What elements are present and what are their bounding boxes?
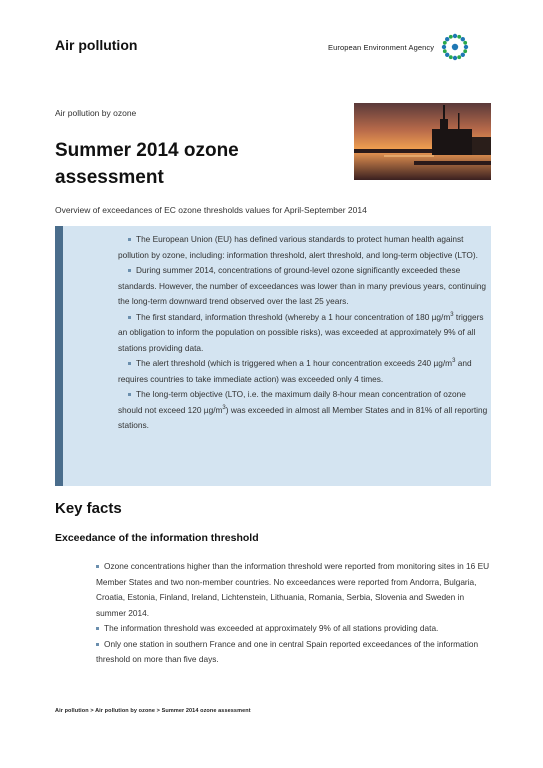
header-title: Air pollution bbox=[55, 37, 138, 53]
footer-breadcrumb bbox=[55, 708, 251, 714]
fact-text: Only one station in southern France and one in central Spain reported exceedances of the information threshold on more than five days. bbox=[96, 638, 479, 664]
summary-text: triggers an obligation to inform the population on possible risks), was exceeded at approximately 9% of all stations providing data. bbox=[118, 311, 484, 353]
bullet-icon bbox=[128, 393, 131, 396]
summary-text: The alert threshold (which is triggered when a 1 hour concentration exceeds 240 µg/m bbox=[136, 358, 453, 368]
breadcrumb-item[interactable]: Summer 2014 ozone assessment bbox=[161, 708, 251, 714]
summary-item bbox=[118, 387, 490, 434]
breadcrumb-item[interactable]: Air pollution by ozone bbox=[95, 708, 156, 714]
summary-text: ) was exceeded in almost all Member States and in 81% of all reporting stations. bbox=[118, 404, 488, 430]
fact-text: Ozone concentrations higher than the information threshold were reported from monitoring sites in 16 EU Member States and two non-member countries. No exceedances were reported from Andorra, Bulgaria, Croatia, Estonia, Finland, Ireland, Lichtenstein, Lithuania, Romania, Serbia, Slovenia and Sweden in summer 2014. bbox=[96, 561, 490, 618]
summary-item bbox=[118, 310, 490, 357]
summary-list bbox=[118, 232, 490, 434]
summary-item bbox=[118, 263, 490, 310]
eea-sun-logo-icon bbox=[440, 32, 470, 62]
section-heading: Exceedance of the information threshold bbox=[55, 532, 259, 544]
bullet-icon bbox=[96, 627, 99, 630]
summary-text: During summer 2014, concentrations of ground-level ozone significantly exceeded these standards. However, the number of exceedances was lower than in many previous years, continuing the long-term downward trend observed over the last 25 years. bbox=[118, 265, 487, 306]
sunset-harbour-photo bbox=[354, 103, 491, 180]
superscript: 3 bbox=[452, 358, 456, 365]
summary-box bbox=[55, 226, 491, 486]
summary-item bbox=[118, 232, 490, 263]
bullet-icon bbox=[128, 316, 131, 319]
superscript: 3 bbox=[450, 311, 454, 318]
summary-text: and requires countries to take immediate action) was exceeded only 4 times. bbox=[118, 358, 472, 384]
bullet-icon bbox=[96, 565, 99, 568]
bullet-icon bbox=[128, 238, 131, 241]
breadcrumb-separator: > bbox=[156, 708, 160, 714]
fact-item bbox=[96, 621, 491, 637]
key-facts-heading: Key facts bbox=[55, 500, 122, 517]
eea-logo[interactable] bbox=[328, 32, 470, 62]
fact-item bbox=[96, 559, 491, 621]
breadcrumb-item[interactable]: Air pollution bbox=[55, 708, 89, 714]
bullet-icon bbox=[128, 269, 131, 272]
fact-item bbox=[96, 637, 491, 668]
bullet-icon bbox=[128, 362, 131, 365]
summary-text: The European Union (EU) has defined various standards to protect human health against pollution by ozone, including: information threshold, alert threshold, and long-term objective (LTO). bbox=[118, 234, 478, 260]
summary-text: The long-term objective (LTO, i.e. the maximum daily 8-hour mean concentration of ozone should not exceed 120 µg/m bbox=[118, 389, 466, 415]
summary-item bbox=[118, 356, 490, 387]
superscript: 3 bbox=[222, 404, 226, 411]
fact-text: The information threshold was exceeded at approximately 9% of all stations providing data. bbox=[104, 623, 439, 633]
category-label: Air pollution by ozone bbox=[55, 108, 137, 118]
summary-text: The first standard, information threshold (whereby a 1 hour concentration of 180 µg/m bbox=[136, 311, 451, 322]
page-subtitle: Overview of exceedances of EC ozone thresholds values for April-September 2014 bbox=[55, 205, 367, 215]
agency-name: European Environment Agency bbox=[328, 42, 435, 52]
breadcrumb-separator: > bbox=[90, 708, 94, 714]
key-facts-list bbox=[96, 559, 491, 668]
page-title: Summer 2014 ozone assessment bbox=[55, 140, 239, 188]
bullet-icon bbox=[96, 643, 99, 646]
